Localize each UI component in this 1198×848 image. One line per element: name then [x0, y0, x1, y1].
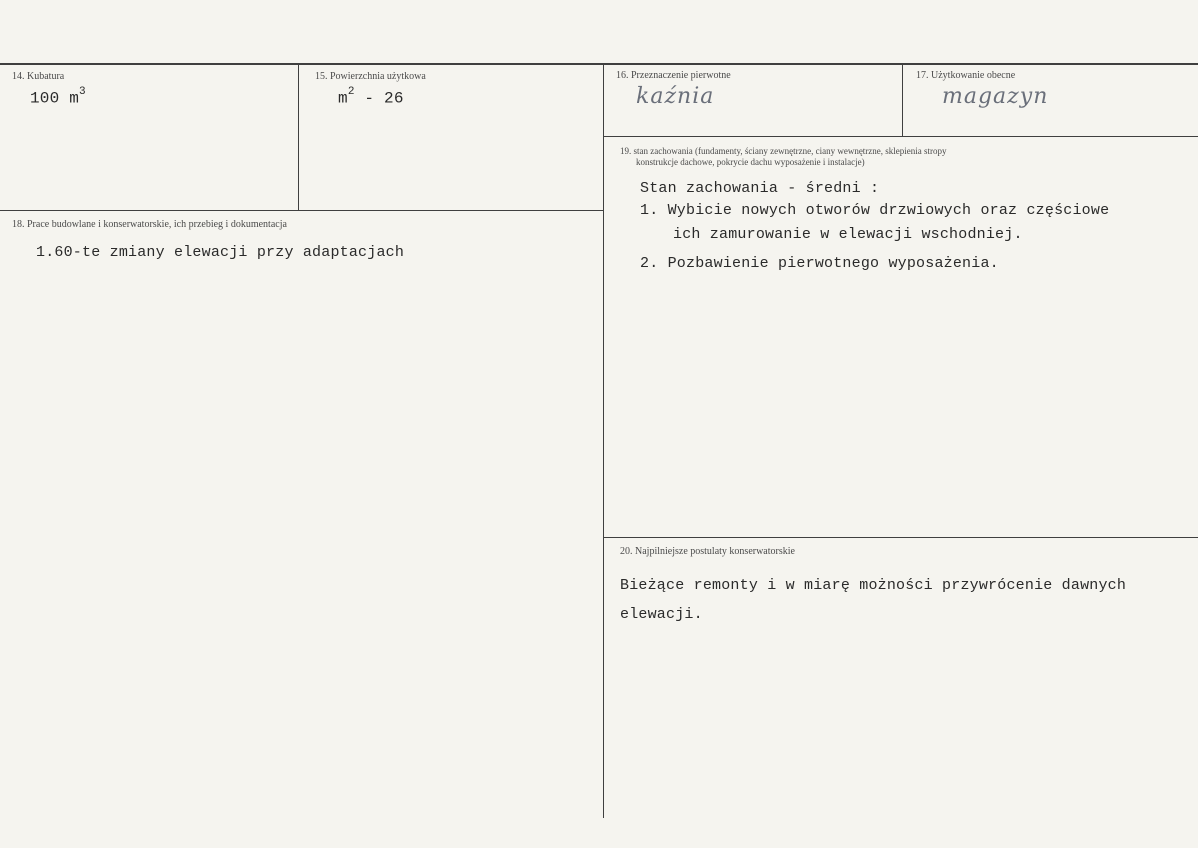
divider-16-17	[902, 64, 903, 136]
field-16-handwritten-value: kaźnia	[636, 84, 715, 109]
field-16-label: 16. Przeznaczenie pierwotne	[616, 70, 731, 81]
divider-14-15	[298, 64, 299, 210]
field-14-exponent: 3	[79, 86, 86, 98]
field-14-number: 100 m	[30, 89, 80, 108]
field-14-label: 14. Kubatura	[12, 71, 65, 82]
field-19-line-1: Stan zachowania - średni :	[640, 180, 880, 197]
field-18-line-1: 1.60-te zmiany elewacji przy adaptacjach	[36, 244, 405, 261]
field-20-line-1: Bieżące remonty i w miarę możności przywrócenie dawnych	[620, 577, 1127, 594]
field-15-number: - 26	[354, 89, 404, 108]
field-19-line-4: 2. Pozbawienie pierwotnego wyposażenia.	[640, 255, 999, 272]
top-rule	[0, 63, 1198, 65]
field-18-label: 18. Prace budowlane i konserwatorskie, ich przebieg i dokumentacja	[12, 219, 287, 230]
field-15-exponent: 2	[347, 86, 355, 98]
field-15-label: 15. Powierzchnia użytkowa	[315, 71, 426, 82]
field-19-label-line-1: 19. stan zachowania (fundamenty, ściany zewnętrzne, ciany wewnętrzne, sklepienia stropy	[620, 146, 947, 156]
divider-center	[603, 64, 604, 818]
rule-under-16-17	[603, 136, 1198, 137]
field-17-label: 17. Użytkowanie obecne	[916, 70, 1016, 81]
field-17-handwritten-value: magazyn	[942, 84, 1049, 109]
field-15-value	[338, 88, 404, 107]
field-19-label-line-2: konstrukcje dachowe, pokrycie dachu wyposażenie i instalacje)	[636, 157, 865, 167]
field-19-line-2: 1. Wybicie nowych otworów drzwiowych oraz częściowe	[640, 202, 1110, 219]
rule-under-19	[603, 537, 1198, 538]
rule-under-14-15	[0, 210, 603, 211]
field-14-value	[30, 88, 86, 107]
field-15-unit: m	[338, 89, 348, 108]
field-20-line-2: elewacji.	[620, 606, 703, 623]
field-20-label: 20. Najpilniejsze postulaty konserwatorskie	[620, 546, 795, 557]
field-19-line-3: ich zamurowanie w elewacji wschodniej.	[673, 226, 1023, 243]
